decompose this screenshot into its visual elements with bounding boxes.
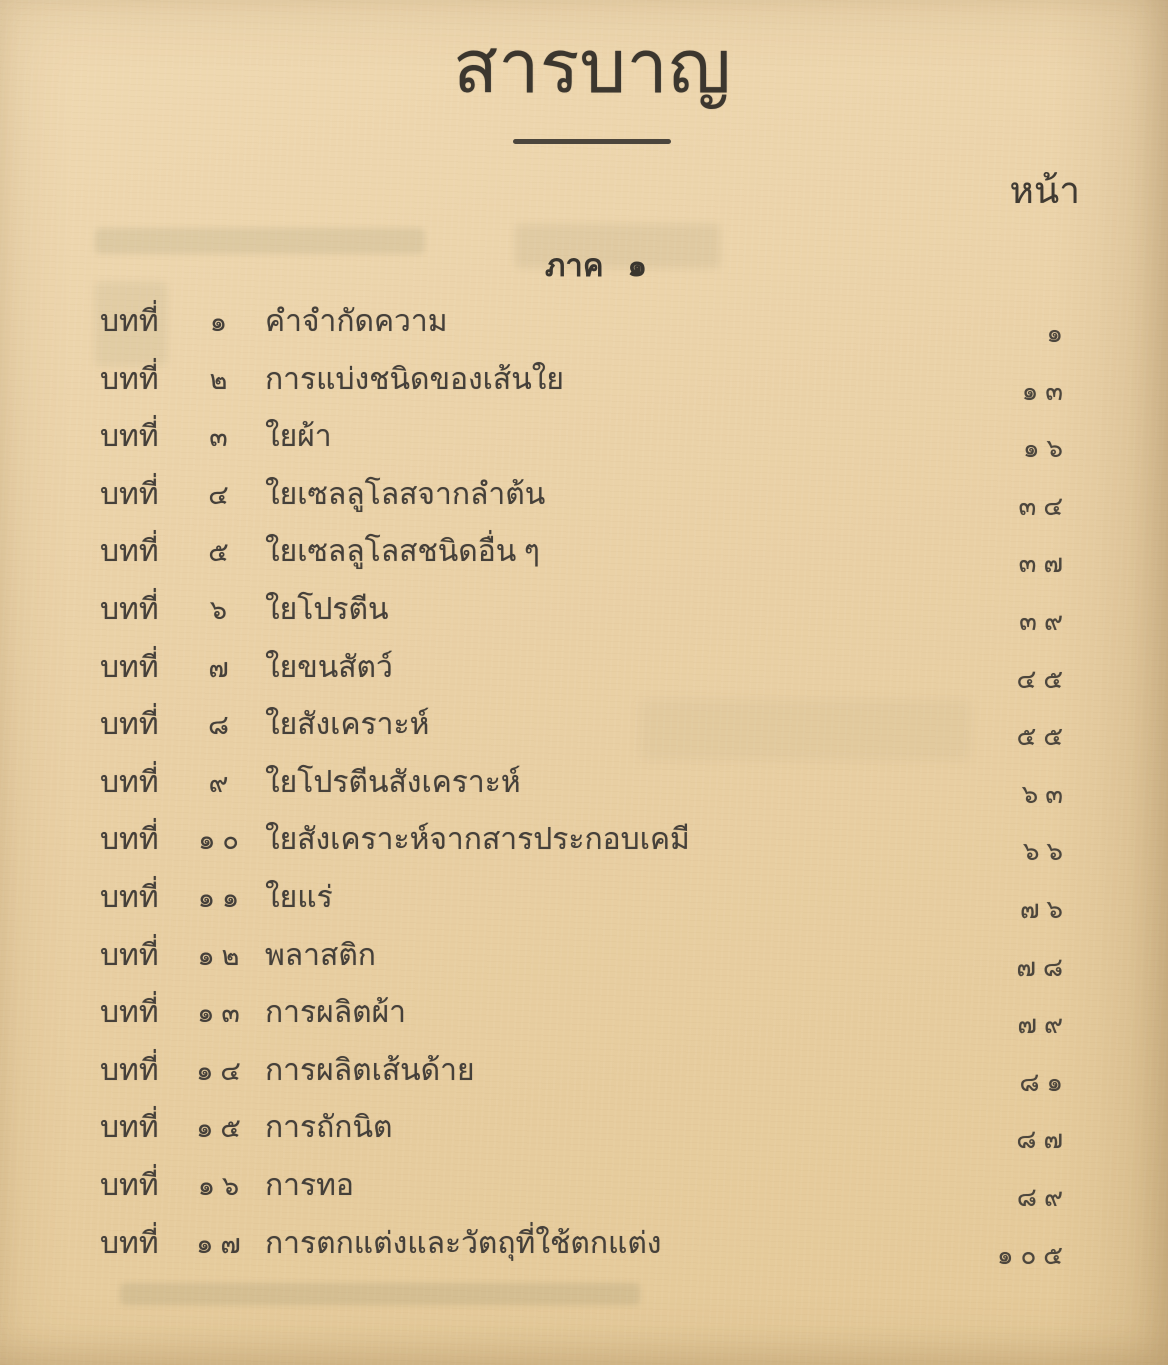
chapter-title: ใยสังเคราะห์ — [265, 708, 430, 742]
toc-row — [0, 638, 1168, 696]
chapter-label: บทที่ — [100, 477, 159, 511]
page-number: ๓๗ — [1018, 549, 1070, 579]
chapter-title: ใยแร่ — [265, 880, 333, 914]
page-number: ๗๘ — [1016, 952, 1070, 982]
toc-row — [0, 983, 1168, 1041]
page-number: ๑๐๕ — [996, 1240, 1070, 1270]
chapter-title: ใยโปรตีน — [265, 592, 389, 626]
chapter-title: การแบ่งชนิดของเส้นใย — [265, 362, 564, 396]
chapter-label: บทที่ — [100, 1111, 159, 1145]
chapter-number: ๕ — [208, 537, 236, 568]
toc-row — [0, 753, 1168, 811]
chapter-title: ใยเซลลูโลสชนิดอื่น ๆ — [265, 535, 540, 569]
chapter-title: การทอ — [265, 1168, 354, 1202]
toc-row — [0, 1098, 1168, 1156]
toc-row — [0, 868, 1168, 926]
page-number: ๔๕ — [1016, 664, 1070, 694]
chapter-number: ๒ — [209, 364, 235, 395]
chapter-label: บทที่ — [100, 880, 159, 914]
toc-row — [0, 292, 1168, 350]
toc-row — [0, 695, 1168, 753]
toc-row — [0, 465, 1168, 523]
toc-row — [0, 810, 1168, 868]
chapter-label: บทที่ — [100, 708, 159, 742]
page-number: ๖๖ — [1022, 837, 1070, 867]
page-number: ๓๙ — [1019, 606, 1070, 636]
chapter-title: ใยขนสัตว์ — [265, 650, 393, 684]
chapter-label: บทที่ — [100, 765, 159, 799]
bleed-through-smudge — [120, 1283, 640, 1305]
chapter-number: ๘ — [208, 710, 236, 741]
toc-row — [0, 350, 1168, 408]
chapter-number: ๑ — [209, 307, 235, 337]
toc-row — [0, 1156, 1168, 1214]
page-number: ๓๔ — [1018, 491, 1070, 521]
page-number: ๖๓ — [1021, 779, 1070, 809]
toc-row — [0, 407, 1168, 465]
chapter-label: บทที่ — [100, 305, 159, 338]
chapter-title: ใยผ้า — [265, 420, 332, 454]
title-underline — [513, 139, 671, 144]
page-number: ๑๖ — [1022, 434, 1070, 464]
chapter-title: ใยโปรตีนสังเคราะห์ — [265, 765, 521, 799]
chapter-number: ๑๖ — [197, 1170, 247, 1201]
chapter-title: คำจำกัดความ — [265, 305, 448, 338]
chapter-title: การตกแต่งและวัตถุที่ใช้ตกแต่ง — [265, 1226, 662, 1260]
chapter-label: บทที่ — [100, 420, 159, 454]
chapter-label: บทที่ — [100, 1168, 159, 1202]
chapter-label: บทที่ — [100, 535, 159, 569]
chapter-label: บทที่ — [100, 1053, 159, 1087]
chapter-label: บทที่ — [100, 650, 159, 684]
chapter-label: บทที่ — [100, 1226, 159, 1260]
chapter-title: การผลิตผ้า — [265, 996, 406, 1030]
chapter-title: ใยสังเคราะห์จากสารประกอบเคมี — [265, 823, 690, 857]
chapter-title: การผลิตเส้นด้าย — [265, 1053, 475, 1087]
chapter-title: พลาสติก — [265, 938, 376, 972]
chapter-number: ๖ — [209, 594, 235, 625]
page-number: ๗๙ — [1017, 1010, 1070, 1040]
chapter-label: บทที่ — [100, 362, 159, 396]
chapter-number: ๔ — [208, 479, 236, 510]
part-header: ภาค ๑ — [544, 248, 647, 283]
toc-row — [0, 1041, 1168, 1099]
chapter-number: ๑๒ — [197, 940, 247, 971]
chapter-number: ๑๔ — [196, 1055, 248, 1086]
chapter-number: ๑๑ — [197, 882, 247, 913]
chapter-number: ๑๕ — [196, 1113, 248, 1144]
chapter-number: ๑๓ — [197, 998, 247, 1029]
page-number: ๘๙ — [1016, 1182, 1070, 1212]
toc-row — [0, 1214, 1168, 1272]
page-number: ๑ — [1046, 319, 1070, 348]
chapter-number: ๗ — [208, 652, 236, 683]
page-title: สารบาญ — [452, 27, 732, 109]
toc-row — [0, 926, 1168, 984]
toc-row — [0, 522, 1168, 580]
chapter-label: บทที่ — [100, 996, 159, 1030]
chapter-number: ๙ — [208, 767, 236, 798]
chapter-label: บทที่ — [100, 592, 159, 626]
chapter-title: การถักนิต — [265, 1111, 393, 1145]
page-number: ๑๓ — [1021, 376, 1070, 406]
page-number: ๗๖ — [1019, 894, 1070, 924]
page-number: ๘๗ — [1016, 1125, 1070, 1155]
page-number: ๕๕ — [1016, 722, 1070, 752]
chapter-number: ๑๗ — [196, 1228, 248, 1259]
chapter-label: บทที่ — [100, 938, 159, 972]
page-column-header: หน้า — [1009, 171, 1080, 212]
chapter-label: บทที่ — [100, 823, 159, 857]
table-of-contents — [0, 292, 1168, 1271]
chapter-number: ๑๐ — [198, 825, 246, 856]
toc-row — [0, 580, 1168, 638]
page-number: ๘๑ — [1019, 1067, 1070, 1097]
chapter-title: ใยเซลลูโลสจากลำต้น — [265, 477, 546, 511]
chapter-number: ๓ — [209, 422, 235, 453]
